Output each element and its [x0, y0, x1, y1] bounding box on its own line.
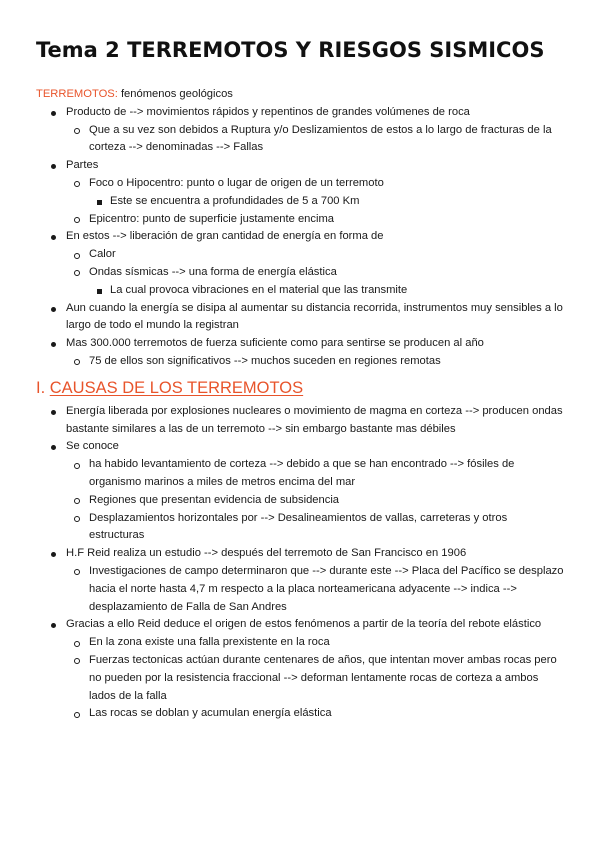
- page-title: Tema 2 TERREMOTOS Y RIESGOS SISMICOS: [36, 38, 545, 62]
- document-body: [36, 86, 564, 723]
- list-item: En estos --> liberación de gran cantidad de energía en forma de Calor Ondas sísmicas --> una forma de energía elástica La cual provoca vibraciones en el material que las transmite: [36, 228, 564, 299]
- section-title: CAUSAS DE LOS TERREMOTOS: [49, 378, 304, 397]
- list-item: Foco o Hipocentro: punto o lugar de origen de un terremoto Este se encuentra a profundidades de 5 a 700 Km: [66, 175, 564, 211]
- list-item: Desplazamientos horizontales por --> Desalineamientos de vallas, carreteras y otros estructuras: [66, 510, 564, 546]
- list-item: Gracias a ello Reid deduce el origen de estos fenómenos a partir de la teoría del rebote elástico En la zona existe una falla prexistente en la roca Fuerzas tectonicas actúan durante centenares de años, que intentan mover ambas rocas pero no pueden por la resistencia fraccional --> deforman lentamente rocas de corteza a ambos lados de la falla Las rocas se doblan y acumulan energía elástica: [36, 616, 564, 723]
- bullet-list-intro: [36, 104, 564, 371]
- list-item: La cual provoca vibraciones en el material que las transmite: [89, 282, 564, 300]
- intro-term: TERREMOTOS:: [36, 88, 118, 100]
- section-heading: [36, 377, 564, 399]
- list-item: Las rocas se doblan y acumulan energía elástica: [66, 705, 564, 723]
- list-item: Partes Foco o Hipocentro: punto o lugar de origen de un terremoto Este se encuentra a profundidades de 5 a 700 Km Epicentro: punto de superficie justamente encima: [36, 157, 564, 228]
- list-item: Ondas sísmicas --> una forma de energía elástica La cual provoca vibraciones en el material que las transmite: [66, 264, 564, 300]
- list-item: Se conoce ha habido levantamiento de corteza --> debido a que se han encontrado --> fósiles de organismo marinos a miles de metros encima del mar Regiones que presentan evidencia de subsidencia Desplazamientos horizontales por --> Desalineamientos de vallas, carreteras y otros estructuras: [36, 438, 564, 545]
- list-item: Mas 300.000 terremotos de fuerza suficiente como para sentirse se producen al año 75 de ellos son significativos --> muchos suceden en regiones remotas: [36, 335, 564, 371]
- list-item: Energía liberada por explosiones nucleares o movimiento de magma en corteza --> producen ondas bastante similares a las de un terremoto --> sin embargo bastante mas débiles: [36, 403, 564, 439]
- list-item: ha habido levantamiento de corteza --> debido a que se han encontrado --> fósiles de organismo marinos a miles de metros encima del mar: [66, 456, 564, 492]
- list-item: H.F Reid realiza un estudio --> después del terremoto de San Francisco en 1906 Investigaciones de campo determinaron que --> durante este --> Placa del Pacífico se desplazo hacia el norte hasta 4,7 m respecto a la placa norteamericana adyacente --> indica --> desplazamiento de Falla de San Andres: [36, 545, 564, 616]
- intro-paragraph: [36, 86, 564, 104]
- intro-definition: fenómenos geológicos: [117, 88, 233, 100]
- list-item: Producto de --> movimientos rápidos y repentinos de grandes volúmenes de roca Que a su vez son debidos a Ruptura y/o Deslizamientos de estos a lo largo de fracturas de la corteza --> denominadas --> Fallas: [36, 104, 564, 157]
- list-item: Epicentro: punto de superficie justamente encima: [66, 211, 564, 229]
- list-item: En la zona existe una falla prexistente en la roca: [66, 634, 564, 652]
- list-item: Regiones que presentan evidencia de subsidencia: [66, 492, 564, 510]
- list-item: Calor: [66, 246, 564, 264]
- list-item: Aun cuando la energía se disipa al aumentar su distancia recorrida, instrumentos muy sensibles a lo largo de todo el mundo la registran: [36, 300, 564, 336]
- list-item: Investigaciones de campo determinaron que --> durante este --> Placa del Pacífico se desplazo hacia el norte hasta 4,7 m respecto a la placa norteamericana adyacente --> indica --> desplazamiento de Falla de San Andres: [66, 563, 564, 616]
- section-number: I.: [36, 378, 50, 397]
- bullet-list-causes: [36, 403, 564, 723]
- list-item: Este se encuentra a profundidades de 5 a 700 Km: [89, 193, 564, 211]
- list-item: Que a su vez son debidos a Ruptura y/o Deslizamientos de estos a lo largo de fracturas de la corteza --> denominadas --> Fallas: [66, 122, 564, 158]
- list-item: 75 de ellos son significativos --> muchos suceden en regiones remotas: [66, 353, 564, 371]
- list-item: Fuerzas tectonicas actúan durante centenares de años, que intentan mover ambas rocas pero no pueden por la resistencia fraccional --> deforman lentamente rocas de corteza a ambos lados de la falla: [66, 652, 564, 705]
